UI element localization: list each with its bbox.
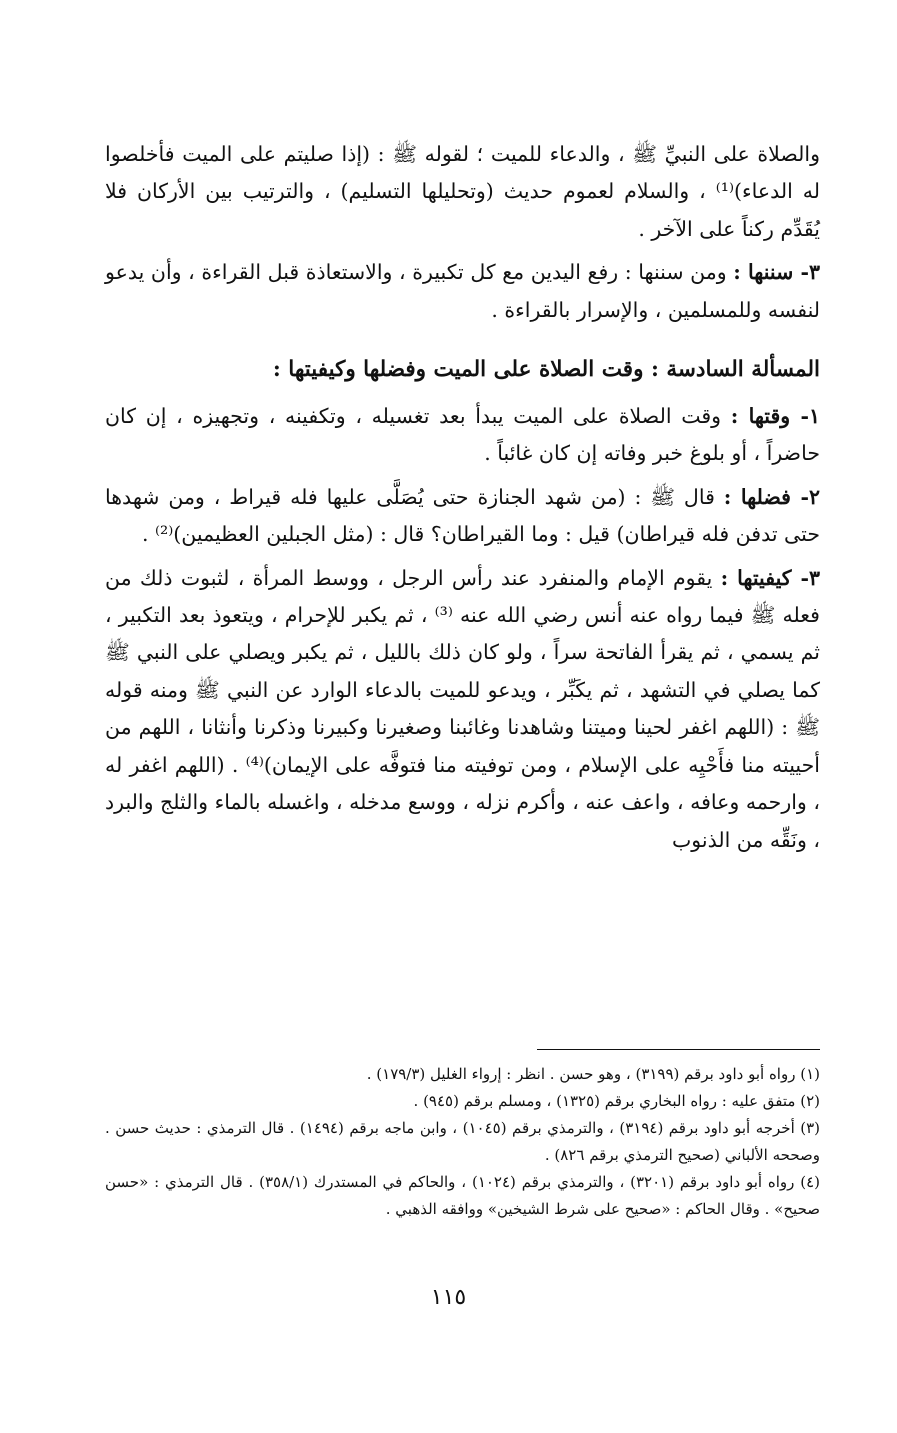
page-number: ١١٥ <box>430 1285 467 1310</box>
footnote-4: (٤) رواه أبو داود برقم (٣٢٠١) ، والترمذي برقم (١٠٢٤) ، والحاكم في المستدرك (٣٥٨/١) . قال الترمذي : «حسن صحيح» . وقال الحاكم : «صحيح على شرط الشيخين» ووافقه الذهبي . <box>105 1173 821 1218</box>
paragraph-virtue <box>105 479 820 554</box>
sunan-label: ٣- سننها : <box>733 260 820 285</box>
paragraph-time <box>105 398 820 473</box>
section-heading: المسألة السادسة : وقت الصلاة على الميت وفضلها وكيفيتها : <box>272 357 820 383</box>
paragraph-sunan <box>105 254 820 329</box>
footnotes <box>105 1061 820 1223</box>
method-label: ٣- كيفيتها : <box>720 565 821 590</box>
paragraph-pillars-end: والصلاة على النبيِّ ﷺ ، والدعاء للميت ؛ لقوله ﷺ : (إذا صليتم على الميت فأخلصوا له الدعاء)⁽¹⁾ ، والسلام لعموم حديث (وتحليلها التسليم) ، والترتيب بين الأركان فلا يُقَدِّم ركناً على الآخر . <box>105 142 820 241</box>
time-text: وقت الصلاة على الميت يبدأ بعد تغسيله ، وتكفينه ، وتجهيزه ، إن كان حاضراً ، أو بلوغ خبر وفاته إن كان غائباً . <box>105 404 820 466</box>
main-text <box>105 136 820 859</box>
time-label: ١- وقتها : <box>730 404 821 429</box>
sunan-text: ومن سننها : رفع اليدين مع كل تكبيرة ، والاستعاذة قبل القراءة ، وأن يدعو لنفسه وللمسلمين ، والإسرار بالقراءة . <box>105 260 820 322</box>
footnote-1: (١) رواه أبو داود برقم (٣١٩٩) ، وهو حسن . انظر : إرواء الغليل (١٧٩/٣) . <box>366 1065 820 1083</box>
footnote-2: (٢) متفق عليه : رواه البخاري برقم (١٣٢٥) ، ومسلم برقم (٩٤٥) . <box>413 1092 820 1110</box>
virtue-label: ٢- فضلها : <box>723 484 820 509</box>
virtue-text: قال ﷺ : (من شهد الجنازة حتى يُصَلَّى عليها فله قيراط ، ومن شهدها حتى تدفن فله قيراطان) قيل : وما القيراطان؟ قال : (مثل الجبلين العظيمين)⁽²⁾ . <box>105 484 820 547</box>
footnote-3: (٣) أخرجه أبو داود برقم (٣١٩٤) ، والترمذي برقم (١٠٤٥) ، وابن ماجه برقم (١٤٩٤) . قال الترمذي : حديث حسن . وصححه الألباني (صحيح الترمذي برقم ٨٢٦) . <box>105 1119 820 1164</box>
method-text: يقوم الإمام والمنفرد عند رأس الرجل ، ووسط المرأة ، لثبوت ذلك من فعله ﷺ فيما رواه عنه أنس رضي الله عنه ⁽³⁾ ، ثم يكبر للإحرام ، ويتعوذ بعد التكبير ، ثم يسمي ، ثم يقرأ الفاتحة سراً ، ولو كان ذلك بالليل ، ثم يكبر ويصلي على النبي ﷺ كما يصلي في التشهد ، ثم يكَبِّر ، ويدعو للميت بالدعاء الوارد عن النبي ﷺ ومنه قوله ﷺ : (اللهم اغفر لحينا وميتنا وشاهدنا وغائبنا وصغيرنا وكبيرنا وذكرنا وأنثانا ، اللهم من أحييته منا فأَحْيِه على الإسلام ، ومن توفيته منا فتوفَّه على الإيمان)⁽⁴⁾ . (اللهم اغفر له ، وارحمه وعافه ، واعف عنه ، وأكرم نزله ، ووسع مدخله ، واغسله بالماء والثلج والبرد ، ونَقِّه من الذنوب <box>105 565 820 852</box>
footnote-divider <box>537 1049 820 1050</box>
paragraph-method <box>105 560 820 859</box>
